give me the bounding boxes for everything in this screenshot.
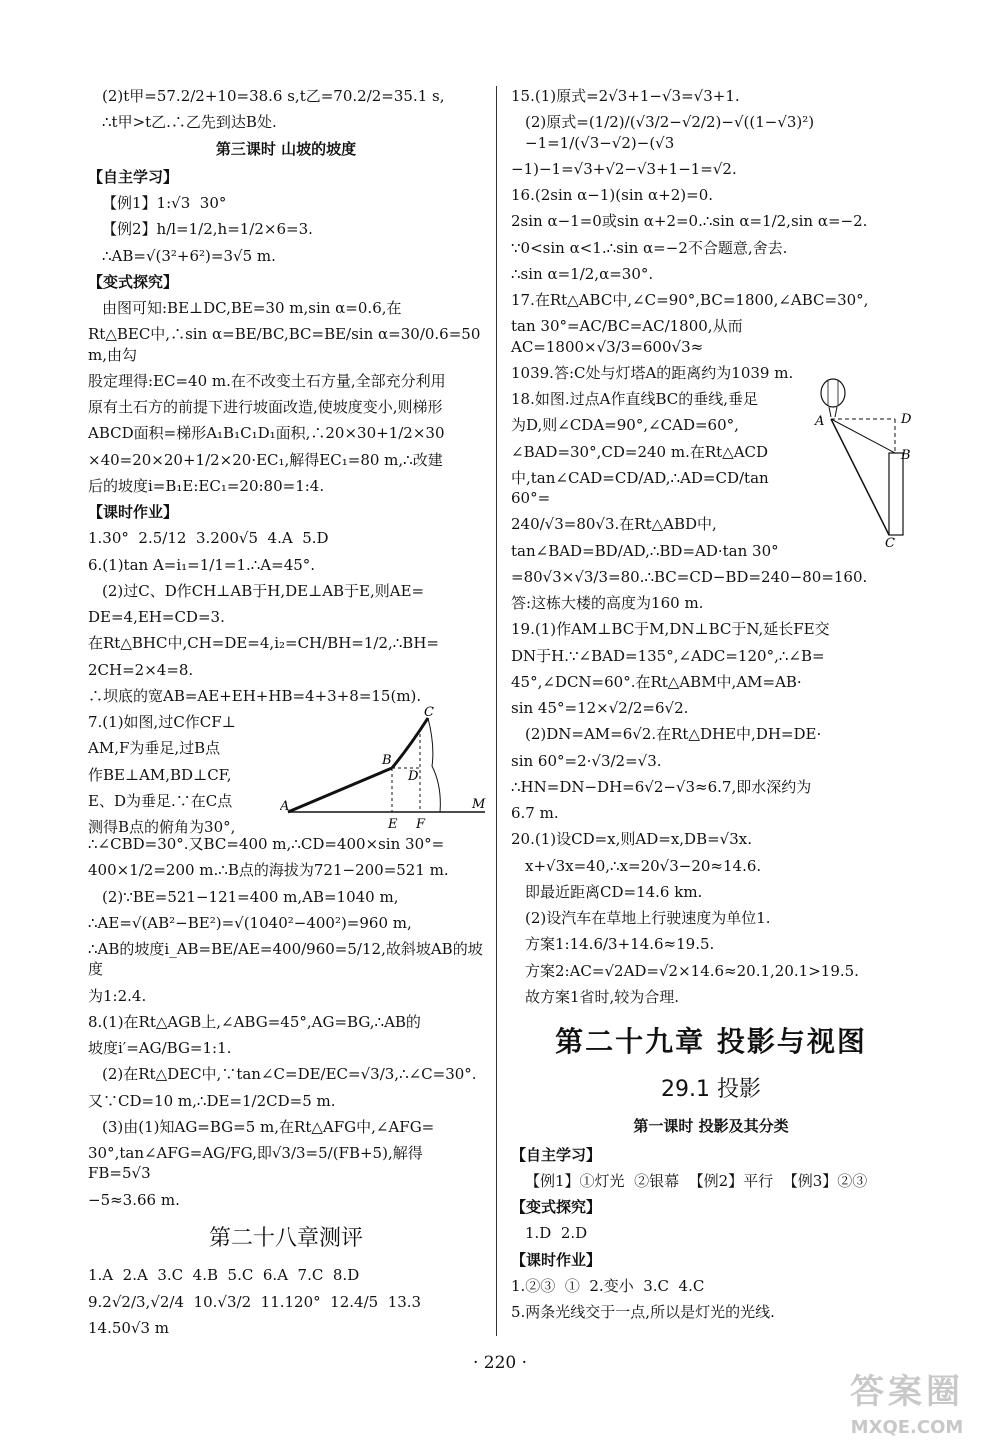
text-line: −5≈3.66 m. [88, 1190, 180, 1209]
text-line: 400×1/2=200 m.∴B点的海拔为721−200=521 m. [88, 861, 449, 880]
text-line: 5.两条光线交于一点,所以是灯光的光线. [511, 1303, 775, 1322]
text-line: (2)t甲=57.2/2+10=38.6 s,t乙=70.2/2=35.1 s, [102, 87, 445, 105]
text-line: 2sin α−1=0或sin α+2=0.∴sin α=1/2,sin α=−2. [511, 212, 868, 231]
text-line: AM,F为垂足,过B点 [88, 739, 221, 758]
balloon-building-figure [811, 375, 921, 547]
page-number: · 220 · [472, 1353, 528, 1373]
lesson-title: 第三课时 山坡的坡度 [215, 139, 357, 158]
text-line: 8.(1)在Rt△AGB上,∠ABG=45°,AG=BG,∴AB的 [88, 1012, 421, 1031]
text-line: ∴AB的坡度i_AB=BE/AE=400/960=5/12,故斜坡AB的坡度 [88, 940, 483, 979]
text-line: (2)∵BE=521−121=400 m,AB=1040 m, [102, 887, 399, 906]
text-line: 即最近距离CD=14.6 km. [525, 882, 703, 901]
text-line: sin 45°=12×√2/2=6√2. [511, 699, 689, 717]
section-title: 29.1 投影 [661, 1076, 761, 1102]
text-line: ∴sin α=1/2,α=30°. [511, 264, 654, 283]
text-line: 7.(1)如图,过C作CF⊥ [88, 713, 236, 731]
text-line: 30°,tan∠AFG=AG/FG,即√3/3=5/(FB+5),解得FB=5√3 [88, 1144, 423, 1183]
slope-figure [280, 706, 490, 834]
lesson-title: 第一课时 投影及其分类 [633, 1117, 789, 1136]
text-line: 由图可知:BE⊥DC,BE=30 m,sin α=0.6,在 [102, 299, 402, 317]
text-line: 1.②③ ① 2.变小 3.C 4.C [511, 1276, 705, 1295]
text-line: (2)过C、D作CH⊥AB于H,DE⊥AB于E,则AE= [102, 581, 425, 600]
text-line: 6.(1)tan A=i₁=1/1=1.∴A=45°. [88, 555, 316, 574]
text-line: 为D,则∠CDA=90°,∠CAD=60°, [511, 416, 739, 435]
text-line: (2)原式=(1/2)/(√3/2−√2/2)−√((1−√3)²)−1=1/(√3−√2)−(√3 [525, 113, 815, 152]
text-line: sin 60°=2·√3/2=√3. [511, 751, 662, 770]
text-line: 【例2】h/l=1/2,h=1/2×6=3. [102, 220, 313, 239]
text-line: 测得B点的俯角为30°, [88, 818, 236, 836]
text-line: 【例1】1:√3 30° [102, 194, 227, 212]
label-A: A [280, 799, 290, 814]
text-line: 【例1】①灯光 ②银幕 【例2】平行 【例3】②③ [525, 1171, 868, 1190]
text-line: 19.(1)作AM⊥BC于M,DN⊥BC于N,延长FE交 [511, 620, 830, 639]
text-line: DE=4,EH=CD=3. [88, 608, 225, 626]
text-line: (3)由(1)知AG=BG=5 m,在Rt△AFG中,∠AFG= [102, 1117, 435, 1136]
text-line: =80√3×√3/3=80.∴BC=CD−BD=240−80=160. [511, 567, 868, 586]
label-C: C [885, 536, 895, 547]
text-line: Rt△BEC中,∴sin α=BE/BC,BC=BE/sin α=30/0.6=50 m,由勾 [88, 325, 486, 364]
watermark-text: 答案圈 [850, 1372, 964, 1412]
label-M: M [472, 797, 486, 812]
text-line: 20.(1)设CD=x,则AD=x,DB=√3x. [511, 830, 753, 849]
label-D: D [901, 412, 912, 427]
text-line: 1.30° 2.5/12 3.200√5 4.A 5.D [88, 529, 329, 548]
text-line: 45°,∠DCN=60°.在Rt△ABM中,AM=AB· [511, 672, 802, 691]
text-line: (2)在Rt△DEC中,∵tan∠C=DE/EC=√3/3,∴∠C=30°. [102, 1065, 477, 1084]
section-tag: 【自主学习】 [511, 1145, 602, 1164]
text-line: (2)设汽车在草地上行驶速度为单位1. [525, 909, 771, 927]
watermark-url: MXQE.COM [850, 1416, 964, 1438]
text-line: (2)DN=AM=6√2.在Rt△DHE中,DH=DE· [525, 725, 822, 744]
text-line: 16.(2sin α−1)(sin α+2)=0. [511, 186, 714, 204]
text-line: 又∵CD=10 m,∴DE=1/2CD=5 m. [88, 1091, 336, 1110]
q18-block [511, 389, 911, 561]
text-line: x+√3x=40,∴x=20√3−20≈14.6. [525, 856, 762, 875]
right-column [511, 86, 911, 1328]
text-line: 2CH=2×4=8. [88, 660, 194, 679]
text-line: ∴AE=√(AB²−BE²)=√(1040²−400²)=960 m, [88, 913, 412, 932]
text-line: E、D为垂足.∵在C点 [88, 791, 233, 810]
text-line: 9.2√2/3,√2/4 10.√3/2 11.120° 12.4/5 13.3 [88, 1292, 422, 1311]
section-tag: 【课时作业】 [511, 1250, 602, 1269]
text-line: ∴HN=DN−DH=6√2−√3≈6.7,即水深约为 [511, 777, 812, 796]
text-line: 14.50√3 m [88, 1318, 170, 1337]
label-E: E [388, 817, 398, 832]
text-line: 1039.答:C处与灯塔A的距离约为1039 m. [511, 363, 794, 382]
text-line: 1.A 2.A 3.C 4.B 5.C 6.A 7.C 8.D [88, 1266, 360, 1285]
text-line: ∴坝底的宽AB=AE+EH+HB=4+3+8=15(m). [88, 686, 422, 705]
text-line: 18.如图.过点A作直线BC的垂线,垂足 [511, 390, 759, 408]
text-line: ∠BAD=30°,CD=240 m.在Rt△ACD [511, 442, 769, 461]
label-A: A [815, 414, 825, 429]
text-line: ∴AB=√(3²+6²)=3√5 m. [102, 246, 276, 265]
text-line: 1.D 2.D [525, 1224, 588, 1243]
text-line: 作BE⊥AM,BD⊥CF, [88, 765, 232, 784]
section-tag: 【变式探究】 [511, 1198, 602, 1217]
q7-block [88, 706, 486, 836]
text-line: 中,tan∠CAD=CD/AD,∴AD=CD/tan 60°= [511, 468, 774, 507]
text-line: 17.在Rt△ABC中,∠C=90°,BC=1800,∠ABC=30°, [511, 291, 869, 309]
text-line: tan∠BAD=BD/AD,∴BD=AD·tan 30° [511, 541, 779, 560]
text-line: 答:这栋大楼的高度为160 m. [511, 594, 704, 612]
column-divider [496, 86, 497, 1336]
text-line: ∵0<sin α<1.∴sin α=−2不合题意,舍去. [511, 238, 788, 257]
text-line: 方案1:14.6/3+14.6≈19.5. [525, 935, 715, 954]
text-line: 股定理得:EC=40 m.在不改变土石方量,全部充分利用 [88, 371, 446, 390]
text-line: 后的坡度i=B₁E:EC₁=20:80=1:4. [88, 476, 325, 495]
text-line: DN于H.∵∠BAD=135°,∠ADC=120°,∴∠B= [511, 646, 825, 665]
watermark-logo [832, 1370, 982, 1440]
label-B: B [382, 753, 392, 768]
text-line: 方案2:AC=√2AD=√2×14.6≈20.1,20.1>19.5. [525, 961, 859, 980]
text-line: 240/√3=80√3.在Rt△ABD中, [511, 515, 717, 534]
label-D: D [408, 769, 419, 784]
text-line: tan 30°=AC/BC=AC/1800,从而AC=1800×√3/3=600√3≈ [511, 317, 743, 356]
chapter-title: 第二十九章 投影与视图 [555, 1025, 867, 1058]
label-C: C [424, 706, 434, 720]
text-line: ∴∠CBD=30°.又BC=400 m,∴CD=400×sin 30°= [88, 835, 445, 853]
text-line: ∴t甲>t乙.∴乙先到达B处. [102, 113, 277, 132]
section-tag: 【自主学习】 [88, 167, 179, 186]
text-line: 原有土石方的前提下进行坡面改造,使坡度变小,则梯形 [88, 398, 443, 416]
section-tag: 【课时作业】 [88, 503, 179, 521]
chapter-review-title: 第二十八章测评 [208, 1225, 363, 1251]
label-F: F [416, 817, 426, 832]
text-line: 15.(1)原式=2√3+1−√3=√3+1. [511, 87, 740, 105]
label-B: B [901, 448, 911, 463]
text-line: 6.7 m. [511, 804, 559, 822]
text-line: ABCD面积=梯形A₁B₁C₁D₁面积,∴20×30+1/2×30 [88, 424, 445, 443]
section-tag: 【变式探究】 [88, 272, 179, 291]
text-line: 故方案1省时,较为合理. [525, 987, 680, 1006]
text-line: 坡度i′=AG/BG=1:1. [88, 1039, 232, 1057]
text-line: ×40=20×20+1/2×20·EC₁,解得EC₁=80 m,∴改建 [88, 450, 443, 469]
text-line: 在Rt△BHC中,CH=DE=4,i₂=CH/BH=1/2,∴BH= [88, 634, 439, 653]
text-line: −1)−1=√3+√2−√3+1−1=√2. [511, 159, 737, 178]
left-column [88, 86, 484, 1344]
text-line: 为1:2.4. [88, 986, 147, 1005]
